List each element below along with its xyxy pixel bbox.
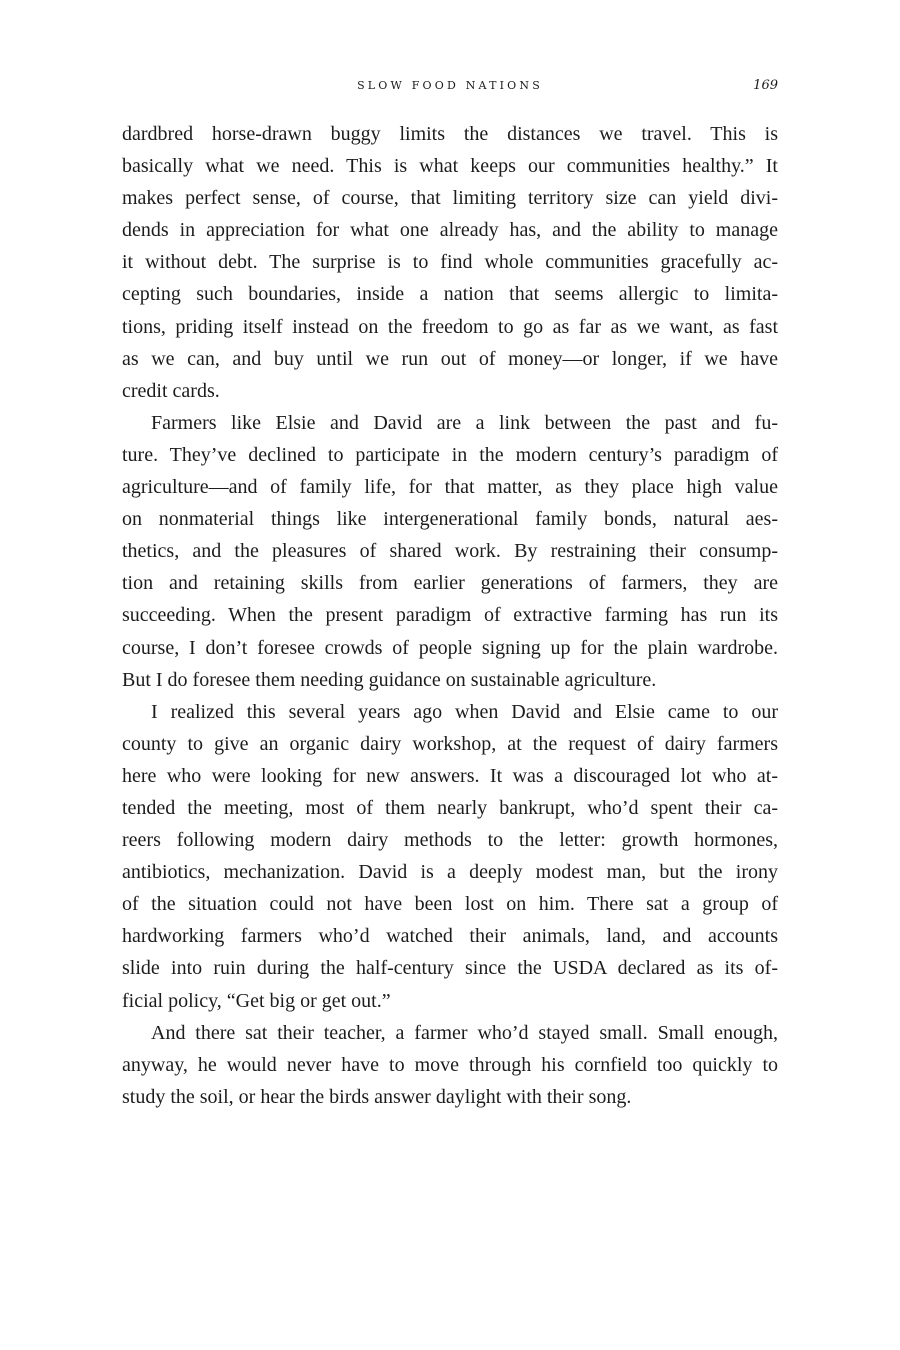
text-line: tended the meeting, most of them nearly bankrupt, who’d spent their ca- xyxy=(122,796,778,819)
running-head xyxy=(122,76,778,96)
text-line: Farmers like Elsie and David are a link between the past and fu- xyxy=(151,411,778,434)
text-line: slide into ruin during the half-century since the USDA declared as its of- xyxy=(122,957,778,980)
page-number: 169 xyxy=(753,78,778,93)
text-line: it without debt. The surprise is to find whole communities gracefully ac- xyxy=(122,251,778,274)
text-line: course, I don’t foresee crowds of people signing up for the plain wardrobe. xyxy=(122,636,778,659)
text-line: And there sat their teacher, a farmer who’d stayed small. Small enough, xyxy=(151,1021,778,1044)
text-line: dends in appreciation for what one already has, and the ability to manage xyxy=(122,219,778,242)
paragraph-4 xyxy=(122,1017,778,1113)
text-line: tion and retaining skills from earlier generations of farmers, they are xyxy=(122,572,778,595)
text-line: antibiotics, mechanization. David is a deeply modest man, but the irony xyxy=(122,861,778,884)
text-line: hardworking farmers who’d watched their animals, land, and accounts xyxy=(122,925,778,948)
text-line: succeeding. When the present paradigm of extractive farming has run its xyxy=(122,604,778,627)
text-line: basically what we need. This is what keeps our communities healthy.” It xyxy=(122,155,778,178)
text-line: cepting such boundaries, inside a nation that seems allergic to limita- xyxy=(122,283,778,306)
text-line: ficial policy, “Get big or get out.” xyxy=(122,989,391,1012)
text-line: county to give an organic dairy workshop, at the request of dairy farmers xyxy=(122,732,778,755)
paragraph-3 xyxy=(122,696,778,1017)
text-line: But I do foresee them needing guidance on sustainable agriculture. xyxy=(122,668,657,691)
text-line: agriculture—and of family life, for that matter, as they place high value xyxy=(122,476,778,499)
text-line: on nonmaterial things like intergenerational family bonds, natural aes- xyxy=(122,508,778,531)
text-line: as we can, and buy until we run out of money—or longer, if we have xyxy=(122,347,778,370)
text-line: credit cards. xyxy=(122,379,220,402)
text-line: I realized this several years ago when David and Elsie came to our xyxy=(151,700,778,723)
text-line: of the situation could not have been lost on him. There sat a group of xyxy=(122,893,778,916)
text-line: study the soil, or hear the birds answer daylight with their song. xyxy=(122,1085,632,1108)
text-line: reers following modern dairy methods to the letter: growth hormones, xyxy=(122,829,778,852)
text-line: ture. They’ve declined to participate in the modern century’s paradigm of xyxy=(122,443,778,466)
text-line: here who were looking for new answers. It was a discouraged lot who at- xyxy=(122,764,778,787)
text-line: tions, priding itself instead on the freedom to go as far as we want, as fast xyxy=(122,315,778,338)
text-line: thetics, and the pleasures of shared work. By restraining their consump- xyxy=(122,540,778,563)
text-line: makes perfect sense, of course, that limiting territory size can yield divi- xyxy=(122,187,778,210)
paragraph-1 xyxy=(122,118,778,407)
text-line: dardbred horse-drawn buggy limits the distances we travel. This is xyxy=(122,123,778,145)
body-text xyxy=(122,118,778,1113)
running-title: SLOW FOOD NATIONS xyxy=(357,79,543,92)
text-line: anyway, he would never have to move through his cornfield too quickly to xyxy=(122,1053,778,1076)
paragraph-2 xyxy=(122,407,778,696)
